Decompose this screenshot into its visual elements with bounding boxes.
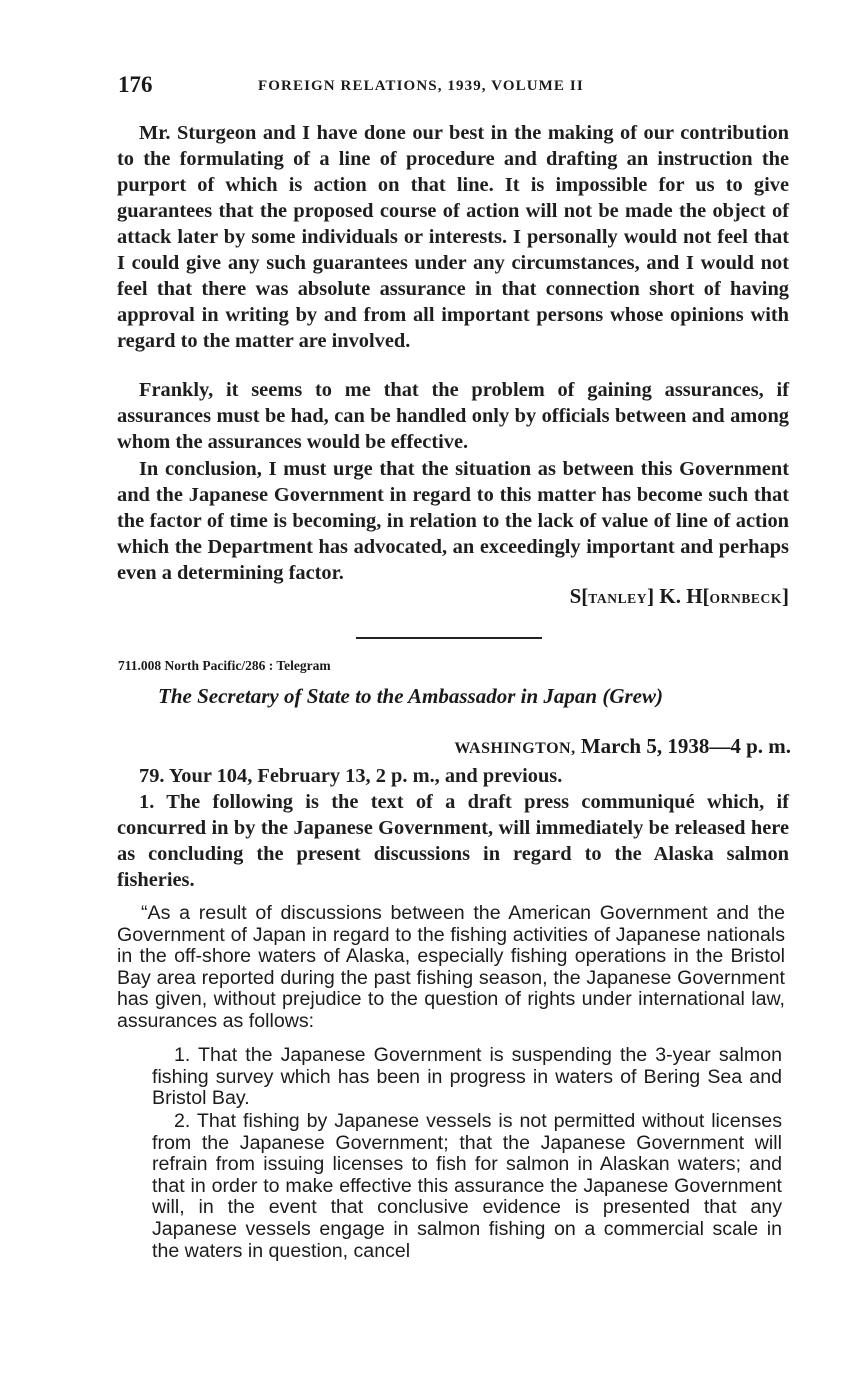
quote-intro: “As a result of discussions between the American Government and the Government of Japan in regard to the fishing activities of Japanese nationals in the off-shore waters of Alaska, especially fishing operations in the Bristol Bay area reported during the past fishing season, the Japanese Government has given, without prejudice to the question of rights under international law, assurances as follows: [117, 902, 785, 1032]
dateline [454, 734, 791, 759]
running-head: FOREIGN RELATIONS, 1939, VOLUME II [258, 78, 584, 94]
quote-item-1: 1. That the Japanese Government is suspending the 3-year salmon fishing survey which has been in progress in waters of Bering Sea and Bristol Bay. [152, 1044, 782, 1110]
section-divider [356, 637, 542, 639]
page-number: 176 [118, 72, 153, 97]
paragraph-79: 79. Your 104, February 13, 2 p. m., and previous. [139, 765, 563, 787]
document-title: The Secretary of State to the Ambassador in Japan (Grew) [158, 684, 663, 708]
page-header [118, 72, 790, 102]
paragraph-assurances: Frankly, it seems to me that the problem of gaining assurances, if assurances must be had, can be handled only by officials between and among whom the assurances would be effective. [117, 379, 789, 453]
signature: S[TANLEY] K. H[ORNBECK] [569, 584, 789, 608]
dateline-place: WASHINGTON, [454, 740, 576, 757]
dateline-date: March 5, 1938—4 p. m. [580, 734, 791, 758]
paragraph-conclusion: In conclusion, I must urge that the situation as between this Government and the Japanese Government in regard to this matter has become such that the factor of time is becoming, in relation to the lack of value of line of action which the Department has advocated, an exceedingly important and perhaps even a determining factor. [117, 458, 789, 584]
quote-item-2: 2. That fishing by Japanese vessels is not permitted without licenses from the Japanese Government; that the Japanese Government will refrain from issuing licenses to fish for salmon in Alaskan waters; and that in order to make effective this assurance the Japanese Government will, in the event that conclusive evidence is presented that any Japanese vessels engage in salmon fishing on a commercial scale in the waters in question, cancel [152, 1110, 782, 1262]
file-reference: 711.008 North Pacific/286 : Telegram [118, 658, 331, 673]
paragraph-1: 1. The following is the text of a draft press communiqué which, if concurred in by the Japanese Government, will immediately be released here as concluding the present discussions in regard to the Alaska salmon fisheries. [117, 791, 789, 891]
paragraph-contribution: Mr. Sturgeon and I have done our best in the making of our contribution to the formulating of a line of procedure and drafting an instruction the purport of which is action on that line. It is impossible for us to give guarantees that the proposed course of action will not be made the object of attack later by some individuals or interests. I personally would not feel that I could give any such guarantees under any circumstances, and I would not feel that there was absolute assurance in that connection short of having approval in writing by and from all important persons whose opinions with regard to the matter are involved. [117, 122, 789, 352]
